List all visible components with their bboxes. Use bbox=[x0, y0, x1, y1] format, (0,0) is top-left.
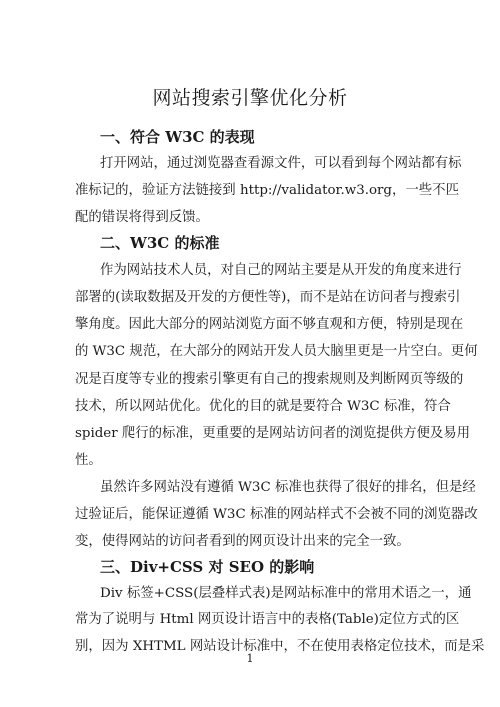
paragraph-line: 擎角度。因此大部分的网站浏览方面不够直观和方便，特别是现在 bbox=[75, 317, 464, 332]
paragraph-line: 变，使得网站的访问者看到的网页设计出来的完全一致。 bbox=[75, 534, 410, 549]
paragraph-line: 作为网站技术人员，对自己的网站主要是从开发的角度来进行 bbox=[100, 263, 462, 278]
document-title: 网站搜索引擎优化分析 bbox=[152, 87, 348, 109]
section-heading-3: 三、Div+CSS 对 SEO 的影响 bbox=[100, 558, 315, 576]
paragraph-line: 打开网站，通过浏览器查看源文件，可以看到每个网站都有标 bbox=[100, 156, 462, 171]
paragraph-line: 过验证后，能保证遵循 W3C 标准的网站样式不会被不同的浏览器改 bbox=[75, 507, 478, 522]
paragraph-line: spider 爬行的标准，更重要的是网站访问者的浏览提供方便及易用 bbox=[75, 426, 471, 441]
paragraph-line: 技术，所以网站优化。优化的目的就是要符合 W3C 标准，符合 bbox=[75, 399, 451, 414]
paragraph-line: 虽然许多网站没有遵循 W3C 标准也获得了很好的排名，但是经 bbox=[100, 480, 476, 495]
paragraph-line: 况是百度等专业的搜索引擎更有自己的搜索规则及判断网页等级的 bbox=[75, 372, 464, 387]
section-heading-1: 一、符合 W3C 的表现 bbox=[100, 128, 255, 146]
section-heading-2: 二、W3C 的标准 bbox=[100, 234, 220, 252]
paragraph-line: 部署的(读取数据及开发的方便性等)，而不是站在访问者与搜索引 bbox=[75, 290, 461, 305]
paragraph-line: 的 W3C 规范，在大部分的网站开发人员大脑里更是一片空白。更何 bbox=[75, 344, 478, 359]
paragraph-line: 配的错误将得到反馈。 bbox=[75, 210, 209, 225]
paragraph-line: 准标记的，验证方法链接到 http://validator.w3.org，一些不匹 bbox=[75, 183, 459, 198]
paragraph-line: 常为了说明与 Html 网页设计语言中的表格(Table)定位方式的区 bbox=[75, 612, 460, 627]
paragraph-line: Div 标签+CSS(层叠样式表)是网站标准中的常用术语之一，通 bbox=[100, 586, 472, 601]
paragraph-line: 别，因为 XHTML 网站设计标准中，不在使用表格定位技术，而是采 bbox=[75, 639, 485, 654]
paragraph-line: 性。 bbox=[75, 453, 102, 468]
page-number: 1 bbox=[246, 652, 254, 665]
